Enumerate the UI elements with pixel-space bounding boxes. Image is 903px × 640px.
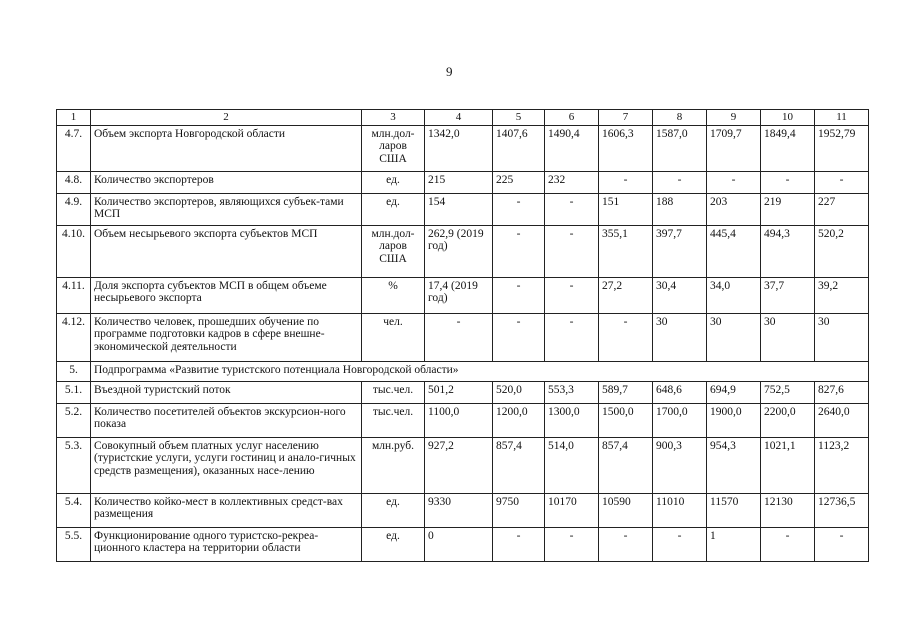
- header-cell: 1: [57, 110, 91, 126]
- value-cell: 520,2: [815, 225, 869, 277]
- value-cell: 17,4 (2019 год): [425, 277, 493, 313]
- header-cell: 4: [425, 110, 493, 126]
- value-cell: -: [545, 313, 599, 361]
- value-cell: 27,2: [599, 277, 653, 313]
- row-number: 5.1.: [57, 381, 91, 403]
- value-cell: 445,4: [707, 225, 761, 277]
- value-cell: -: [545, 277, 599, 313]
- value-cell: 1342,0: [425, 125, 493, 171]
- indicator-name: Количество человек, прошедших обучение по программе подготовки кадров в сфере внешне-экономической деятельности: [91, 313, 362, 361]
- row-number: 4.8.: [57, 171, 91, 193]
- indicator-name: Количество койко-мест в коллективных средст-вах размещения: [91, 493, 362, 527]
- unit-cell: ед.: [362, 527, 425, 561]
- value-cell: 30: [707, 313, 761, 361]
- row-number: 4.12.: [57, 313, 91, 361]
- unit-cell: млн.дол-ларов США: [362, 125, 425, 171]
- header-cell: 5: [493, 110, 545, 126]
- value-cell: 397,7: [653, 225, 707, 277]
- value-cell: 37,7: [761, 277, 815, 313]
- value-cell: -: [599, 527, 653, 561]
- value-cell: 514,0: [545, 437, 599, 493]
- header-cell: 3: [362, 110, 425, 126]
- value-cell: 2640,0: [815, 403, 869, 437]
- value-cell: 151: [599, 193, 653, 225]
- header-cell: 7: [599, 110, 653, 126]
- value-cell: 1952,79: [815, 125, 869, 171]
- table-row: [57, 437, 869, 493]
- unit-cell: ед.: [362, 193, 425, 225]
- value-cell: 1700,0: [653, 403, 707, 437]
- value-cell: 215: [425, 171, 493, 193]
- value-cell: 0: [425, 527, 493, 561]
- value-cell: 30: [653, 313, 707, 361]
- indicator-name: Объем экспорта Новгородской области: [91, 125, 362, 171]
- row-number: 4.7.: [57, 125, 91, 171]
- value-cell: -: [599, 171, 653, 193]
- unit-cell: тыс.чел.: [362, 403, 425, 437]
- value-cell: 154: [425, 193, 493, 225]
- section-row: [57, 361, 869, 381]
- value-cell: 1021,1: [761, 437, 815, 493]
- table-row: [57, 493, 869, 527]
- unit-cell: ед.: [362, 493, 425, 527]
- value-cell: -: [707, 171, 761, 193]
- value-cell: 232: [545, 171, 599, 193]
- value-cell: 1123,2: [815, 437, 869, 493]
- value-cell: 553,3: [545, 381, 599, 403]
- section-title: Подпрограмма «Развитие туристского потенциала Новгородской области»: [91, 361, 869, 381]
- indicator-name: Количество экспортеров, являющихся субъек-тами МСП: [91, 193, 362, 225]
- value-cell: -: [653, 527, 707, 561]
- value-cell: 1: [707, 527, 761, 561]
- value-cell: 227: [815, 193, 869, 225]
- value-cell: 11570: [707, 493, 761, 527]
- table-row: [57, 277, 869, 313]
- section-number: 5.: [57, 361, 91, 381]
- value-cell: -: [545, 193, 599, 225]
- value-cell: 262,9 (2019 год): [425, 225, 493, 277]
- value-cell: 30,4: [653, 277, 707, 313]
- header-cell: 9: [707, 110, 761, 126]
- value-cell: -: [425, 313, 493, 361]
- value-cell: 827,6: [815, 381, 869, 403]
- value-cell: 1200,0: [493, 403, 545, 437]
- table-row: [57, 125, 869, 171]
- value-cell: 188: [653, 193, 707, 225]
- value-cell: 203: [707, 193, 761, 225]
- indicator-name: Въездной туристский поток: [91, 381, 362, 403]
- row-number: 5.3.: [57, 437, 91, 493]
- value-cell: 9330: [425, 493, 493, 527]
- table-row: [57, 193, 869, 225]
- indicator-name: Количество посетителей объектов экскурсион-ного показа: [91, 403, 362, 437]
- value-cell: 589,7: [599, 381, 653, 403]
- header-cell: 6: [545, 110, 599, 126]
- value-cell: -: [493, 193, 545, 225]
- table-row: [57, 225, 869, 277]
- value-cell: 954,3: [707, 437, 761, 493]
- value-cell: 10590: [599, 493, 653, 527]
- value-cell: 694,9: [707, 381, 761, 403]
- row-number: 4.9.: [57, 193, 91, 225]
- unit-cell: чел.: [362, 313, 425, 361]
- value-cell: 494,3: [761, 225, 815, 277]
- row-number: 5.2.: [57, 403, 91, 437]
- value-cell: 1849,4: [761, 125, 815, 171]
- table-row: [57, 171, 869, 193]
- value-cell: -: [815, 527, 869, 561]
- value-cell: 9750: [493, 493, 545, 527]
- value-cell: 520,0: [493, 381, 545, 403]
- value-cell: 1500,0: [599, 403, 653, 437]
- value-cell: 1709,7: [707, 125, 761, 171]
- value-cell: 857,4: [599, 437, 653, 493]
- value-cell: 39,2: [815, 277, 869, 313]
- value-cell: 2200,0: [761, 403, 815, 437]
- header-cell: 11: [815, 110, 869, 126]
- value-cell: 752,5: [761, 381, 815, 403]
- header-cell: 10: [761, 110, 815, 126]
- value-cell: -: [545, 225, 599, 277]
- indicator-name: Объем несырьевого экспорта субъектов МСП: [91, 225, 362, 277]
- indicator-name: Функционирование одного туристско-рекреа-ционного кластера на территории области: [91, 527, 362, 561]
- value-cell: 1490,4: [545, 125, 599, 171]
- value-cell: 900,3: [653, 437, 707, 493]
- table-row: [57, 313, 869, 361]
- table-row: [57, 527, 869, 561]
- value-cell: 11010: [653, 493, 707, 527]
- unit-cell: млн.дол-ларов США: [362, 225, 425, 277]
- table-row: [57, 381, 869, 403]
- value-cell: 1587,0: [653, 125, 707, 171]
- value-cell: -: [599, 313, 653, 361]
- value-cell: -: [653, 171, 707, 193]
- value-cell: 219: [761, 193, 815, 225]
- indicator-name: Доля экспорта субъектов МСП в общем объеме несырьевого экспорта: [91, 277, 362, 313]
- value-cell: -: [493, 225, 545, 277]
- indicator-name: Количество экспортеров: [91, 171, 362, 193]
- row-number: 4.10.: [57, 225, 91, 277]
- value-cell: -: [545, 527, 599, 561]
- value-cell: 648,6: [653, 381, 707, 403]
- value-cell: 34,0: [707, 277, 761, 313]
- value-cell: 1606,3: [599, 125, 653, 171]
- header-row: [57, 110, 869, 126]
- unit-cell: млн.руб.: [362, 437, 425, 493]
- value-cell: 1900,0: [707, 403, 761, 437]
- value-cell: 501,2: [425, 381, 493, 403]
- unit-cell: тыс.чел.: [362, 381, 425, 403]
- value-cell: 30: [815, 313, 869, 361]
- indicator-name: Совокупный объем платных услуг населению (туристские услуги, услуги гостиниц и анало-гичных средств размещения), оказанных насе-лению: [91, 437, 362, 493]
- value-cell: 12736,5: [815, 493, 869, 527]
- value-cell: 1407,6: [493, 125, 545, 171]
- value-cell: 12130: [761, 493, 815, 527]
- unit-cell: ед.: [362, 171, 425, 193]
- value-cell: -: [815, 171, 869, 193]
- row-number: 4.11.: [57, 277, 91, 313]
- value-cell: 30: [761, 313, 815, 361]
- value-cell: -: [493, 277, 545, 313]
- indicators-table: [56, 109, 869, 562]
- page-number: 9: [446, 64, 453, 79]
- value-cell: -: [493, 527, 545, 561]
- header-cell: 8: [653, 110, 707, 126]
- value-cell: 857,4: [493, 437, 545, 493]
- value-cell: 1300,0: [545, 403, 599, 437]
- table-row: [57, 403, 869, 437]
- unit-cell: %: [362, 277, 425, 313]
- value-cell: 1100,0: [425, 403, 493, 437]
- value-cell: 355,1: [599, 225, 653, 277]
- row-number: 5.5.: [57, 527, 91, 561]
- value-cell: -: [761, 171, 815, 193]
- value-cell: 10170: [545, 493, 599, 527]
- row-number: 5.4.: [57, 493, 91, 527]
- value-cell: -: [493, 313, 545, 361]
- header-cell: 2: [91, 110, 362, 126]
- value-cell: 225: [493, 171, 545, 193]
- value-cell: -: [761, 527, 815, 561]
- value-cell: 927,2: [425, 437, 493, 493]
